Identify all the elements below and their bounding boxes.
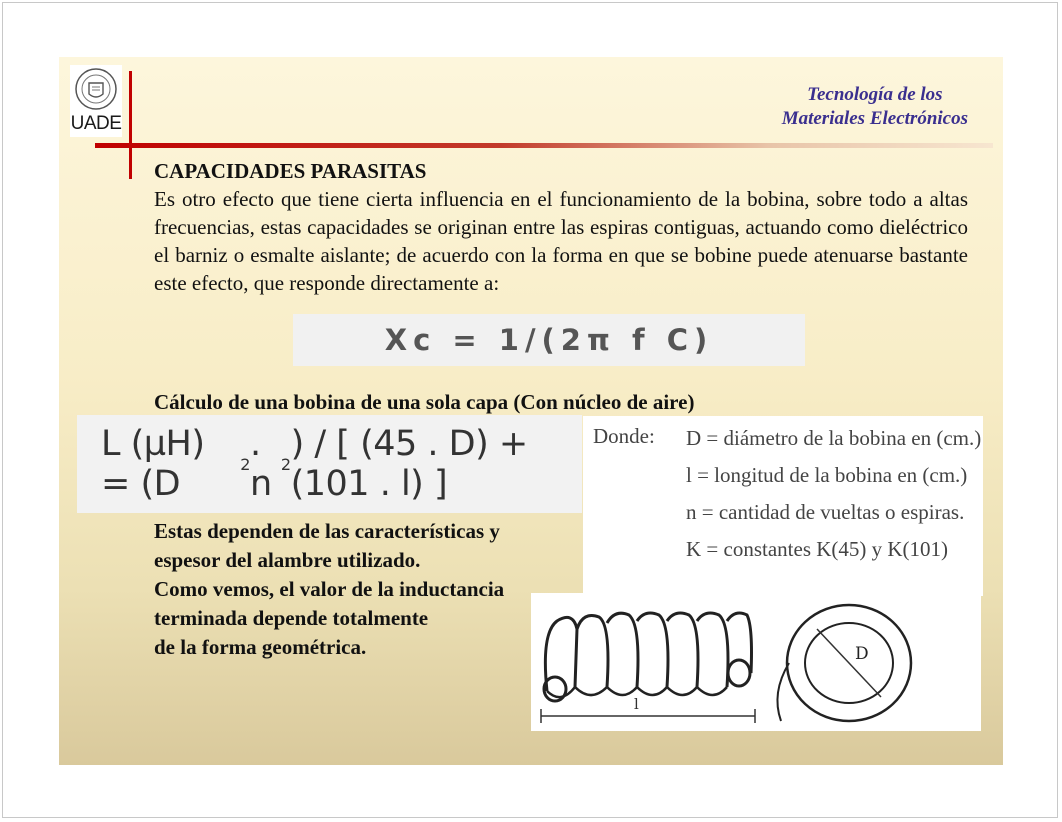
vertical-accent-rule (129, 71, 132, 179)
formula-exponent: 2 (280, 454, 291, 474)
formula-part: . n (249, 424, 272, 504)
conclusion-note (154, 517, 504, 662)
note-line: Estas dependen de las características y (154, 519, 500, 543)
horizontal-accent-rule (95, 143, 993, 148)
course-title-line1: Tecnología de los (807, 84, 943, 105)
subsection-title: Cálculo de una bobina de una sola capa (Con núcleo de aire) (154, 390, 695, 414)
length-label: l (634, 695, 639, 713)
definition-item: l = longitud de la bobina en (cm.) (686, 463, 968, 487)
definition-item: K = constantes K(45) y K(101) (686, 537, 949, 561)
course-title-line2: Materiales Electrónicos (781, 108, 968, 129)
formula-exponent: 2 (240, 454, 250, 474)
definitions-list (686, 424, 981, 572)
slide (59, 57, 1003, 765)
course-title (782, 83, 968, 131)
diameter-label: D (855, 644, 869, 664)
formula-part: ) / [ (45 . D) + (101 . l) ] (290, 424, 528, 504)
variable-definitions (583, 416, 983, 596)
diameter-line (817, 629, 881, 697)
capacitive-reactance-formula: Xc = 1/(2π f C) (293, 314, 805, 366)
intro-paragraph: Es otro efecto que tiene cierta influencia en el funcionamiento de la bobina, sobre todo a altas frecuencias, estas capacidades se originan entre las espiras contiguas, actuando como dieléctrico el barniz o esmalte aislante; de acuerdo con la forma en que se bobine puede atenuarse bastante este efecto, que responde directamente a: (154, 187, 968, 295)
coil-illustration (531, 593, 981, 731)
definition-item: n = cantidad de vueltas o espiras. (686, 500, 965, 524)
inductance-formula (77, 415, 582, 513)
note-line: Como vemos, el valor de la inductancia (154, 577, 505, 601)
university-seal-icon (74, 67, 118, 111)
uade-logo (70, 65, 122, 137)
coil-diagram (531, 593, 981, 731)
definition-item: D = diámetro de la bobina en (cm.) (686, 426, 982, 450)
logo-text: UADE (70, 113, 122, 134)
section-title: CAPACIDADES PARASITAS (154, 159, 427, 183)
where-label: Donde: (593, 424, 655, 448)
note-line: de la forma geométrica. (154, 635, 367, 659)
formula-part: L (µH) = (D (101, 424, 205, 504)
note-line: espesor del alambre utilizado. (154, 548, 421, 572)
note-line: terminada depende totalmente (154, 606, 429, 630)
